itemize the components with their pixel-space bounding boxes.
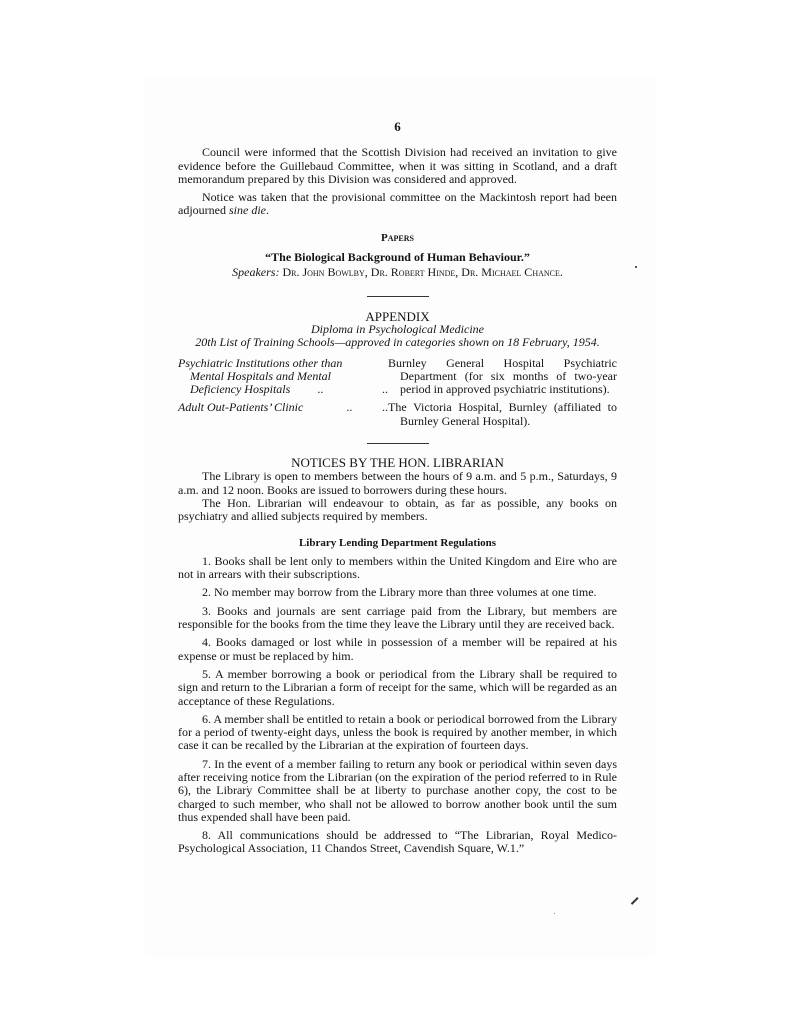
papers-heading: Papers xyxy=(381,231,414,244)
appendix-category xyxy=(178,357,378,397)
appendix-entry xyxy=(178,401,617,428)
regulation-item: 3. Books and journals are sent carriage paid from the Library, but members are responsible for the books from the time they leave the Library until they are received back. xyxy=(178,603,617,632)
intro-punct: . xyxy=(265,203,269,218)
notices-paragraph: The Library is open to members between the hours of 9 a.m. and 5 p.m., Saturdays, 9 a.m. and 12 noon. Books are issued to borrowers during these hours. xyxy=(178,469,617,497)
regulation-item: 4. Books damaged or lost while in possession of a member will be repaired at his expense or must be replaced by him. xyxy=(178,635,617,663)
leader-dots: .. xyxy=(382,400,388,415)
intro-paragraph-1: Council were informed that the Scottish Division had received an invitation to give evidence before the Guillebaud Committee, when it was sitting in Scotland, and a draft memorandum prepared by this Division was considered and approved. xyxy=(178,145,617,186)
leader-dots: .. xyxy=(346,400,353,415)
speakers-label: Speakers: xyxy=(232,265,280,280)
regulation-item: 7. In the event of a member failing to return any book or periodical within seven days after receiving notice from the Librarian (on the expiration of the period referred to in Rule 6), the Library Committee shall be at liberty to purchase another copy, the cost to be charged to such member, who shall not be allowed to borrow another book until the sum thus expended shall have been paid. xyxy=(178,756,617,824)
intro-paragraph-2-text: Notice was taken that the provisional committee on the Mackintosh report had been adjourned xyxy=(178,190,617,218)
appendix-institution: The Victoria Hospital, Burnley (affiliated to Burnley General Hospital). xyxy=(388,400,617,428)
regulation-item: 8. All communications should be addressed to “The Librarian, Royal Medico-Psychological Association, 11 Chandos Street, Cavendish Square, W.1.” xyxy=(178,828,617,856)
regulation-item: 2. No member may borrow from the Library more than three volumes at one time. xyxy=(202,585,597,600)
regulation-item: 1. Books shall be lent only to members within the United Kingdom and Eire who are not in arrears with their subscriptions. xyxy=(178,553,617,582)
papers-title: “The Biological Background of Human Behaviour.” xyxy=(265,250,530,265)
page-number: 6 xyxy=(394,119,401,134)
appendix-category xyxy=(178,401,378,428)
document-body xyxy=(178,120,617,861)
appendix-category-text: Psychiatric Institutions other than Mental Hospitals and Mental Deficiency Hospitals xyxy=(178,355,343,397)
sine-die: sine die xyxy=(228,203,266,218)
appendix-institution: Burnley General Hospital Psychiatric Department (for six months of two-year period in approved psychiatric institutions). xyxy=(388,355,617,397)
papers-speakers xyxy=(178,266,617,279)
appendix-category-text: Adult Out-Patients’ Clinic xyxy=(178,400,304,415)
scan-speck xyxy=(554,913,555,914)
appendix-heading: APPENDIX xyxy=(365,308,430,324)
appendix-list-title: 20th List of Training Schools—approved in categories shown on 18 February, 1954. xyxy=(195,335,600,350)
notices-heading: NOTICES BY THE HON. LIBRARIAN xyxy=(291,455,504,471)
scan-speck xyxy=(635,266,637,268)
leader-dots: .. xyxy=(382,382,388,397)
appendix-entry xyxy=(178,357,617,397)
speakers-list: Dr. John Bowlby, Dr. Robert Hinde, Dr. Michael Chance. xyxy=(282,265,563,280)
regulation-item: 6. A member shall be entitled to retain a book or periodical borrowed from the Library for a period of twenty-eight days, unless the book is required by another member, in which case it can be recalled by the Librarian at the expiration of fourteen days. xyxy=(178,711,617,753)
leader-dots: .. xyxy=(317,382,324,397)
intro-paragraph-2 xyxy=(178,191,617,218)
regulations-heading: Library Lending Department Regulations xyxy=(298,536,497,549)
notices-paragraph: The Hon. Librarian will endeavour to obtain, as far as possible, any books on psychiatry and allied subjects required by members. xyxy=(178,495,617,524)
appendix-subtitle: Diploma in Psychological Medicine xyxy=(311,321,484,336)
regulation-item: 5. A member borrowing a book or periodical from the Library shall be required to sign and return to the Librarian a form of receipt for the same, which will be regarded as an acceptance of these Regulations. xyxy=(178,666,617,708)
